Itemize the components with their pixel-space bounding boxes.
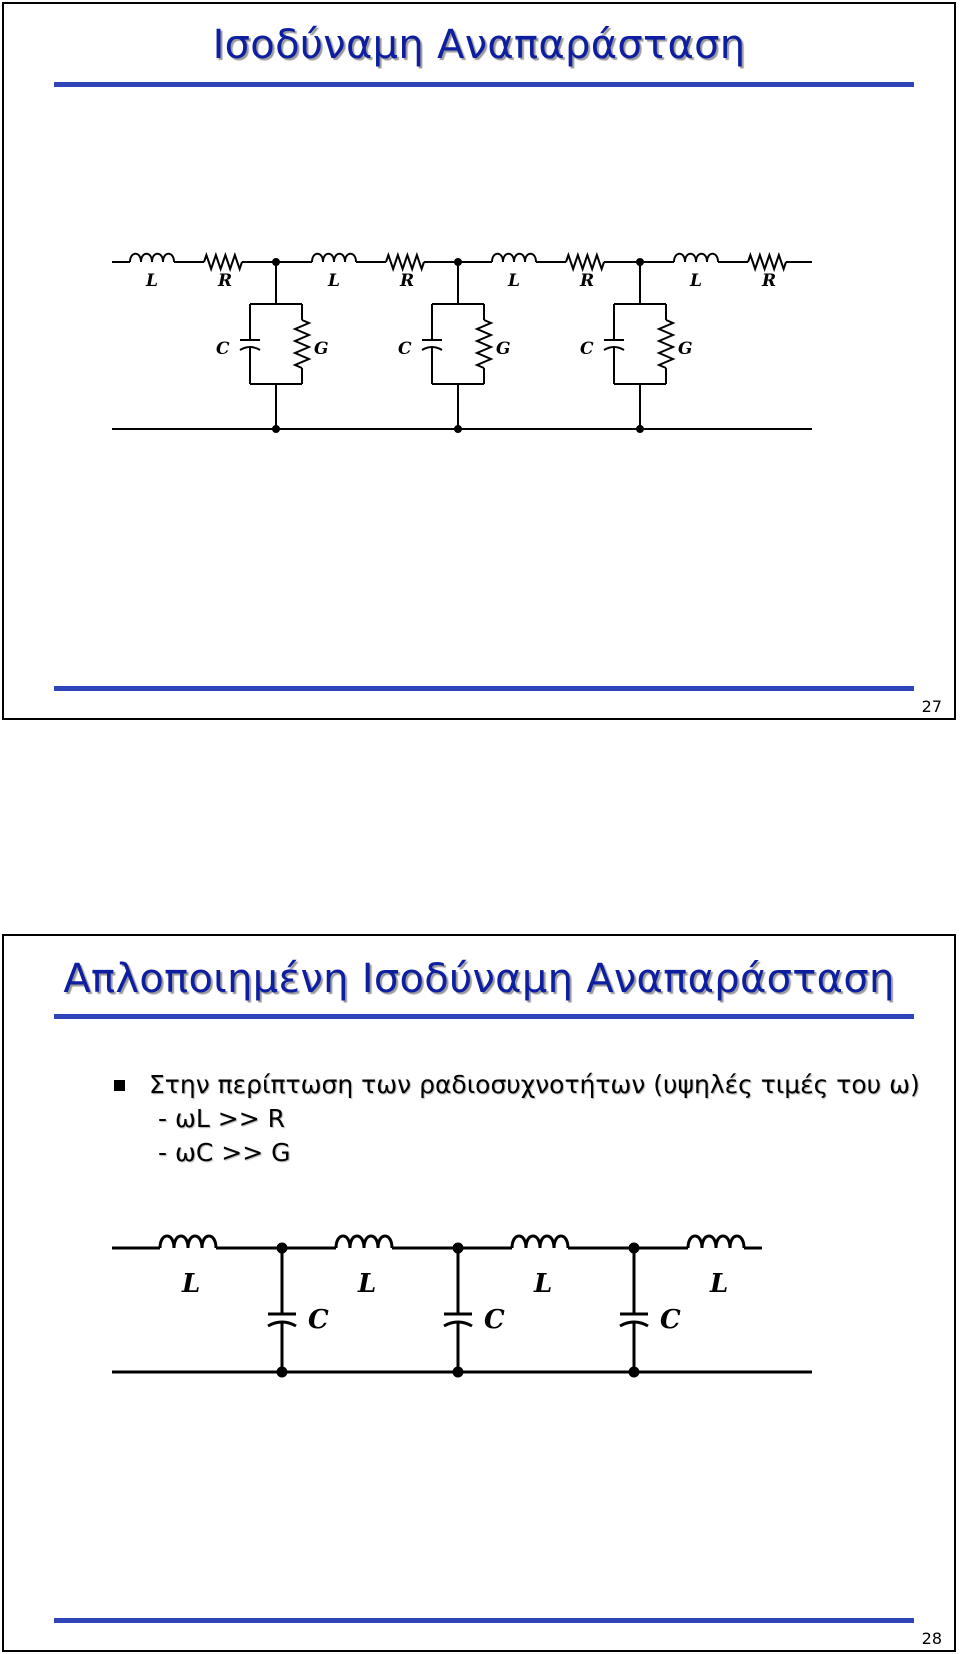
- conductance-1: [295, 320, 309, 368]
- label-l: L: [710, 1269, 729, 1299]
- page-number: 28: [921, 1629, 942, 1648]
- inductor-1: [130, 254, 174, 262]
- label-g: G: [496, 339, 511, 359]
- page-number: 27: [921, 697, 942, 716]
- circuit-wires: [112, 1236, 812, 1376]
- label-l: L: [358, 1269, 377, 1299]
- rlcg-ladder-circuit: [112, 244, 832, 444]
- inductor-4: [674, 254, 718, 262]
- resistor-1: [204, 255, 242, 269]
- label-c: C: [484, 1305, 505, 1335]
- title-underline: [54, 82, 914, 87]
- inductor-3: [512, 1236, 568, 1248]
- inductor-2: [312, 254, 356, 262]
- label-l: L: [508, 271, 520, 291]
- bullet-item: [114, 1068, 920, 1102]
- slide-27: [2, 2, 956, 720]
- square-bullet-icon: [114, 1080, 125, 1091]
- label-g: G: [678, 339, 693, 359]
- slide-title: Ισοδύναμη Αναπαράσταση: [212, 22, 746, 68]
- label-r: R: [218, 271, 233, 291]
- slide-title: Απλοποιημένη Ισοδύναμη Αναπαράσταση: [63, 956, 895, 1002]
- inductor-1: [160, 1236, 216, 1248]
- label-r: R: [580, 271, 595, 291]
- inductor-4: [688, 1236, 744, 1248]
- inductor-3: [492, 254, 536, 262]
- label-c: C: [308, 1305, 329, 1335]
- footer-rule: [54, 1618, 914, 1623]
- lc-ladder-circuit: [112, 1226, 832, 1386]
- sub-item-wc-gg-g: - ωC >> G: [158, 1138, 291, 1167]
- label-c: C: [660, 1305, 681, 1335]
- label-g: G: [314, 339, 329, 359]
- label-r: R: [400, 271, 415, 291]
- label-l: L: [182, 1269, 201, 1299]
- label-l: L: [690, 271, 702, 291]
- slide-28: [2, 934, 956, 1652]
- bullet-text: Στην περίπτωση των ραδιοσυχνοτήτων (υψηλές τιμές του ω): [149, 1070, 920, 1099]
- bullet-list: [114, 1068, 920, 1170]
- resistor-4: [748, 255, 786, 269]
- label-c: C: [580, 339, 594, 359]
- circuit-labels: [145, 271, 776, 359]
- label-l: L: [534, 1269, 553, 1299]
- label-c: C: [216, 339, 230, 359]
- conductance-3: [659, 320, 673, 368]
- inductor-2: [336, 1236, 392, 1248]
- sub-item-wl-gg-r: - ωL >> R: [158, 1104, 285, 1133]
- label-l: L: [146, 271, 158, 291]
- title-underline: [54, 1014, 914, 1019]
- conductance-2: [477, 320, 491, 368]
- resistor-3: [566, 255, 604, 269]
- label-r: R: [762, 271, 777, 291]
- label-l: L: [328, 271, 340, 291]
- label-c: C: [398, 339, 412, 359]
- footer-rule: [54, 686, 914, 691]
- resistor-2: [386, 255, 424, 269]
